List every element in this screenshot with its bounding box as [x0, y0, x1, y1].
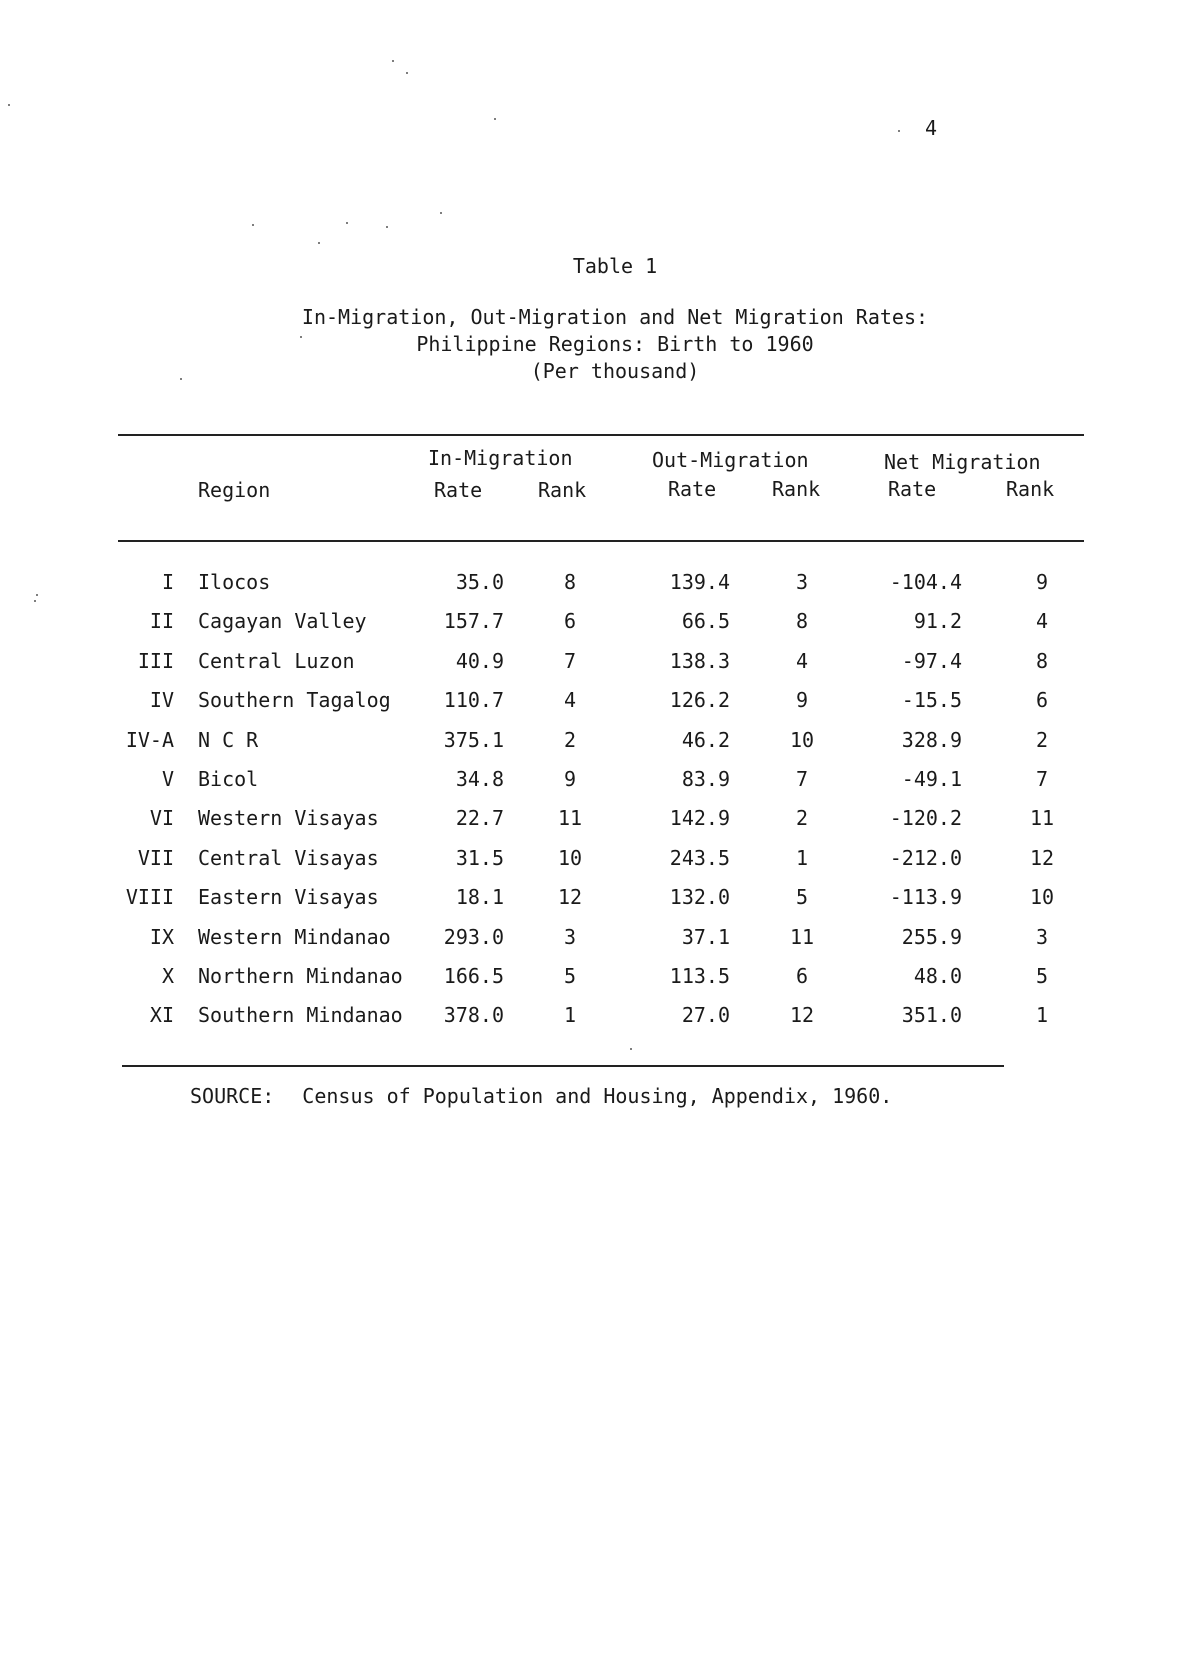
title-line-3: (Per thousand)	[530, 359, 700, 383]
scan-speck	[180, 378, 182, 380]
region-number: III	[137, 648, 174, 673]
title-line-2: Philippine Regions: Birth to 1960	[416, 332, 814, 356]
in-migration-rate: 35.0	[455, 570, 504, 594]
region-number: I	[161, 570, 174, 594]
in-migration-rank: 10	[557, 845, 583, 870]
in-migration-rate: 166.5	[443, 964, 504, 988]
in-migration-rate: 378.0	[443, 1003, 504, 1028]
scan-speck	[34, 600, 36, 602]
out-migration-rate: 132.0	[669, 885, 730, 910]
header-net-rate: Rate	[888, 477, 937, 501]
region-number: X	[161, 964, 174, 988]
net-migration-rank: 5	[1035, 964, 1049, 988]
out-migration-rank: 6	[795, 964, 809, 988]
in-migration-rate: 22.7	[455, 806, 504, 831]
in-migration-rank: 7	[563, 648, 577, 673]
out-migration-rate: 139.4	[669, 570, 730, 594]
net-migration-rate: -97.4	[901, 648, 962, 673]
table-bottom-rule	[122, 1065, 1004, 1067]
table-top-rule	[118, 434, 1084, 436]
region-number: IV-A	[125, 727, 174, 752]
region-name: Bicol	[198, 767, 259, 791]
net-migration-rate: -15.5	[901, 688, 962, 713]
in-migration-rate: 110.7	[443, 688, 504, 713]
net-migration-rate: -212.0	[889, 845, 962, 870]
out-migration-rank: 12	[789, 1003, 815, 1028]
scan-speck	[406, 72, 408, 74]
region-number: XI	[149, 1003, 174, 1028]
source-label: SOURCE:	[190, 1084, 275, 1108]
region-name: Southern Mindanao	[198, 1003, 403, 1028]
in-migration-rate: 40.9	[455, 648, 504, 673]
in-migration-rank: 6	[563, 609, 577, 634]
out-migration-rate: 83.9	[681, 767, 730, 791]
table-header-rule	[118, 540, 1084, 542]
header-out-rank: Rank	[772, 477, 821, 501]
net-migration-rank: 12	[1029, 845, 1055, 870]
region-number: V	[161, 767, 174, 791]
in-migration-rank: 11	[557, 806, 583, 831]
scan-speck	[898, 130, 900, 132]
out-migration-rate: 142.9	[669, 806, 730, 831]
header-net-rank: Rank	[1006, 477, 1055, 501]
header-out-rate: Rate	[668, 477, 717, 501]
out-migration-rank: 8	[795, 609, 809, 634]
out-migration-rate: 46.2	[681, 727, 730, 752]
net-migration-rank: 3	[1035, 924, 1049, 949]
net-migration-rate: -104.4	[889, 570, 962, 594]
header-in-rank: Rank	[538, 478, 587, 502]
source-text: Census of Population and Housing, Appendix, 1960.	[302, 1084, 893, 1108]
net-migration-rate: -113.9	[889, 885, 962, 910]
net-migration-rate: 351.0	[901, 1003, 962, 1028]
out-migration-rate: 27.0	[681, 1003, 730, 1028]
in-migration-rate: 293.0	[443, 924, 504, 949]
scan-speck	[440, 212, 442, 214]
title-line-1: In-Migration, Out-Migration and Net Migration Rates:	[301, 305, 929, 329]
net-migration-rank: 2	[1035, 727, 1049, 752]
out-migration-rate: 126.2	[669, 688, 730, 713]
scan-speck	[392, 60, 394, 62]
in-migration-rate: 18.1	[455, 885, 504, 910]
in-migration-rank: 8	[563, 570, 577, 594]
net-migration-rate: -120.2	[889, 806, 962, 831]
in-migration-rank: 3	[563, 924, 577, 949]
in-migration-rate: 157.7	[443, 609, 504, 634]
scan-speck	[318, 242, 320, 244]
region-name: Northern Mindanao	[198, 964, 403, 988]
in-migration-rank: 2	[563, 727, 577, 752]
region-number: VI	[149, 806, 174, 831]
in-migration-rank: 5	[563, 964, 577, 988]
region-name: Western Visayas	[198, 806, 379, 831]
table-title	[0, 304, 1188, 385]
header-out-migration: Out-Migration	[652, 448, 809, 472]
in-migration-rank: 12	[557, 885, 583, 910]
out-migration-rank: 10	[789, 727, 815, 752]
out-migration-rank: 9	[795, 688, 809, 713]
region-number: VII	[137, 845, 174, 870]
out-migration-rank: 4	[795, 648, 809, 673]
scan-speck	[300, 336, 302, 338]
in-migration-rate: 34.8	[455, 767, 504, 791]
net-migration-rank: 10	[1029, 885, 1055, 910]
header-in-rate: Rate	[434, 478, 483, 502]
out-migration-rank: 3	[795, 570, 809, 594]
region-name: Eastern Visayas	[198, 885, 379, 910]
in-migration-rank: 9	[563, 767, 577, 791]
out-migration-rate: 113.5	[669, 964, 730, 988]
scan-speck	[36, 594, 38, 596]
out-migration-rate: 37.1	[681, 924, 730, 949]
out-migration-rank: 1	[795, 845, 809, 870]
net-migration-rate: 328.9	[901, 727, 962, 752]
net-migration-rate: 48.0	[913, 964, 962, 988]
region-name: Western Mindanao	[198, 924, 391, 949]
out-migration-rate: 138.3	[669, 648, 730, 673]
page-number: 4	[925, 116, 938, 140]
net-migration-rank: 9	[1035, 570, 1049, 594]
scan-speck	[252, 224, 254, 226]
in-migration-rate: 375.1	[443, 727, 504, 752]
scan-speck	[386, 226, 388, 228]
out-migration-rank: 5	[795, 885, 809, 910]
in-migration-rate: 31.5	[455, 845, 504, 870]
region-name: N C R	[198, 727, 259, 752]
net-migration-rank: 6	[1035, 688, 1049, 713]
net-migration-rank: 11	[1029, 806, 1055, 831]
header-net-migration: Net Migration	[884, 450, 1041, 474]
region-number: IX	[149, 924, 174, 949]
in-migration-rank: 1	[563, 1003, 577, 1028]
region-name: Southern Tagalog	[198, 688, 391, 713]
header-in-migration: In-Migration	[428, 446, 573, 470]
scan-speck	[346, 222, 348, 224]
scan-speck	[630, 1048, 632, 1050]
out-migration-rank: 11	[789, 924, 815, 949]
net-migration-rank: 7	[1035, 767, 1049, 791]
region-number: IV	[149, 688, 174, 713]
region-number: VIII	[125, 885, 174, 910]
scan-speck	[8, 104, 10, 106]
in-migration-rank: 4	[563, 688, 577, 713]
header-region: Region	[198, 478, 271, 502]
out-migration-rank: 7	[795, 767, 809, 791]
net-migration-rank: 4	[1035, 609, 1049, 634]
net-migration-rank: 1	[1035, 1003, 1049, 1028]
region-name: Ilocos	[198, 570, 271, 594]
scan-speck	[494, 118, 496, 120]
table-label: Table 1	[572, 254, 658, 278]
net-migration-rate: -49.1	[901, 767, 962, 791]
net-migration-rate: 91.2	[913, 609, 962, 634]
out-migration-rate: 66.5	[681, 609, 730, 634]
region-name: Central Visayas	[198, 845, 379, 870]
net-migration-rate: 255.9	[901, 924, 962, 949]
source-note	[190, 1084, 892, 1108]
net-migration-rank: 8	[1035, 648, 1049, 673]
region-number: II	[149, 609, 174, 634]
out-migration-rank: 2	[795, 806, 809, 831]
region-name: Central Luzon	[198, 648, 355, 673]
region-name: Cagayan Valley	[198, 609, 367, 634]
out-migration-rate: 243.5	[669, 845, 730, 870]
